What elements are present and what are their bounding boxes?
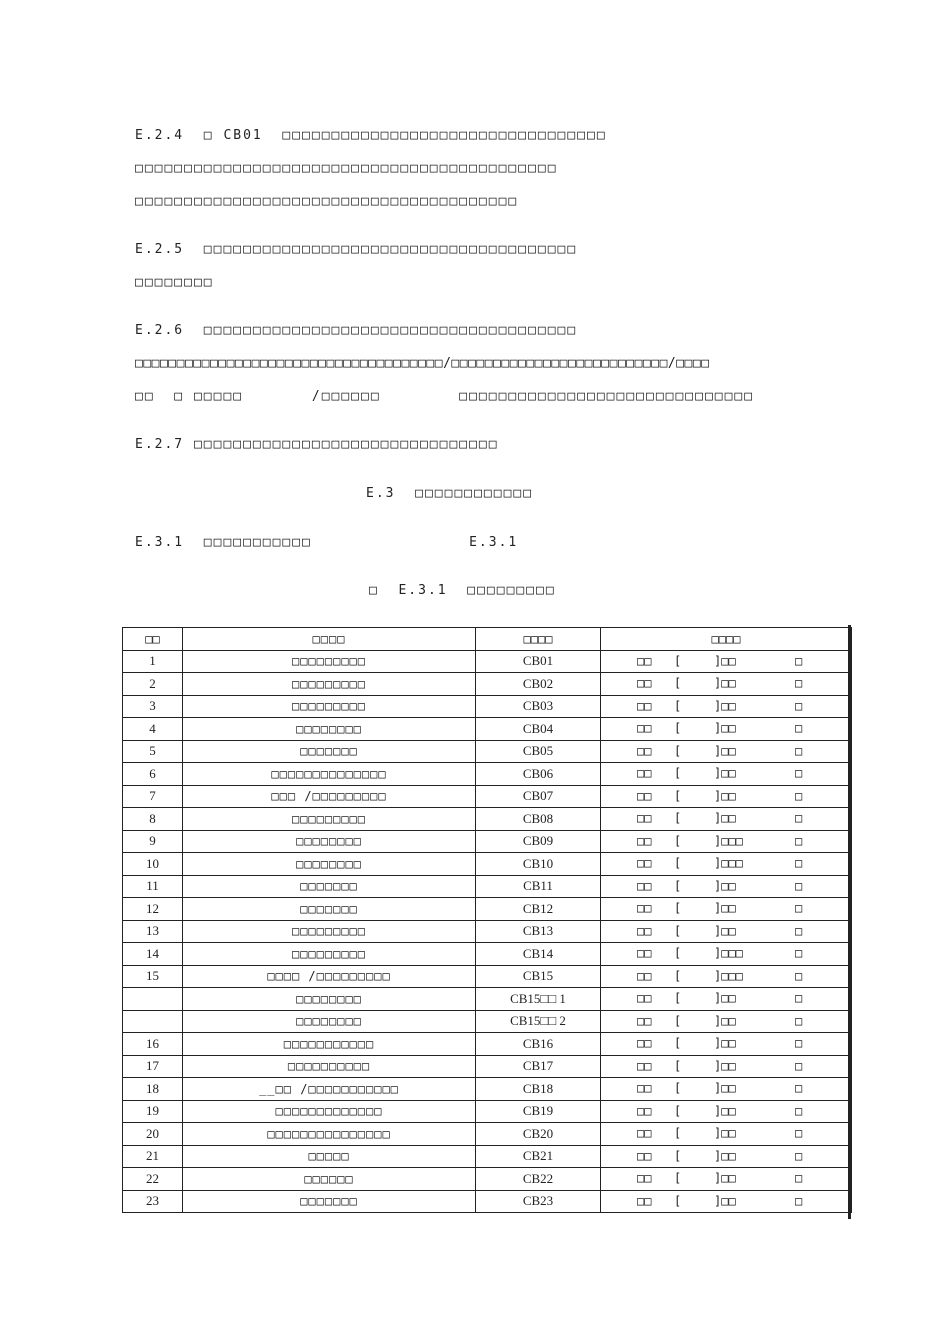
row-number [123, 988, 183, 1011]
copies-part-b: [ [674, 946, 682, 960]
copies-part-c: ]□□□ [714, 946, 743, 960]
row-copies [601, 875, 852, 898]
copies-part-d: □ [795, 1103, 803, 1118]
copies-part-a: □□ [637, 788, 652, 803]
row-form-code: CB11 [476, 875, 601, 898]
row-number: 8 [123, 808, 183, 831]
copies-part-b: [ [674, 1013, 682, 1028]
row-copies [601, 898, 852, 921]
row-form-name: □□□□□ [183, 1145, 476, 1168]
row-number: 13 [123, 920, 183, 943]
copies-part-a: □□ [637, 1081, 652, 1095]
row-form-name: □□□□□□□ [183, 1190, 476, 1213]
row-form-code: CB17 [476, 1055, 601, 1078]
copies-part-b: [ [674, 901, 682, 915]
table-row [123, 1033, 852, 1056]
copies-part-c: ]□□□ [714, 833, 743, 848]
copies-part-b: [ [674, 856, 682, 870]
copies-part-a: □□ [637, 901, 652, 915]
copies-part-b: [ [674, 1148, 682, 1163]
table-row [123, 965, 852, 988]
row-form-name: □□□□□□□□□ [183, 943, 476, 966]
row-form-code: CB09 [476, 830, 601, 853]
row-form-name: □□□□□□□□□ [183, 808, 476, 831]
copies-part-a: □□ [637, 766, 652, 780]
copies-part-c: ]□□ [714, 653, 736, 668]
row-form-name: □□□□□□□□□ [183, 650, 476, 673]
row-form-name: □□□□□□□□□□ [183, 1055, 476, 1078]
row-copies [601, 1078, 852, 1101]
table-row [123, 920, 852, 943]
copies-part-d: □ [795, 1081, 803, 1095]
copies-part-b: [ [674, 968, 682, 983]
row-number: 20 [123, 1123, 183, 1146]
row-form-name: □□□□□□□ [183, 875, 476, 898]
row-form-code: CB20 [476, 1123, 601, 1146]
paragraph-e24-line-2: □□□□□□□□□□□□□□□□□□□□□□□□□□□□□□□□□□□□□□□□□□□ [135, 161, 558, 176]
copies-part-a: □□ [637, 856, 652, 870]
row-copies [601, 1010, 852, 1033]
copies-part-c: ]□□ [714, 676, 736, 690]
row-form-code: CB21 [476, 1145, 601, 1168]
copies-part-c: ]□□ [714, 1081, 736, 1095]
copies-part-a: □□ [637, 653, 652, 668]
copies-part-c: ]□□ [714, 1103, 736, 1118]
table-row [123, 718, 852, 741]
copies-part-b: [ [674, 833, 682, 848]
copies-part-d: □ [795, 1058, 803, 1073]
row-form-code: CB18 [476, 1078, 601, 1101]
copies-part-a: □□ [637, 743, 652, 758]
row-number: 12 [123, 898, 183, 921]
row-form-name: □□□ /□□□□□□□□□ [183, 785, 476, 808]
table-row [123, 988, 852, 1011]
row-number: 15 [123, 965, 183, 988]
copies-part-c: ]□□ [714, 811, 736, 825]
copies-part-c: ]□□ [714, 743, 736, 758]
row-form-name: __□□ /□□□□□□□□□□□ [183, 1078, 476, 1101]
copies-part-a: □□ [637, 676, 652, 690]
copies-part-d: □ [795, 1148, 803, 1163]
copies-part-a: □□ [637, 946, 652, 960]
row-copies [601, 920, 852, 943]
row-copies [601, 740, 852, 763]
row-copies [601, 1168, 852, 1191]
row-number: 5 [123, 740, 183, 763]
copies-part-c: ]□□ [714, 1171, 736, 1185]
header-copies: □□□□ [601, 628, 852, 651]
copies-part-c: ]□□ [714, 923, 736, 938]
copies-part-c: ]□□ [714, 991, 736, 1005]
copies-part-b: [ [674, 878, 682, 893]
row-copies [601, 718, 852, 741]
copies-part-a: □□ [637, 923, 652, 938]
table-caption: □ E.3.1 □□□□□□□□□ [369, 583, 556, 598]
table-row [123, 808, 852, 831]
table-row [123, 650, 852, 673]
row-number: 17 [123, 1055, 183, 1078]
row-number: 6 [123, 763, 183, 786]
row-copies [601, 650, 852, 673]
copies-part-c: ]□□ [714, 1036, 736, 1050]
copies-part-a: □□ [637, 698, 652, 713]
copies-part-c: ]□□ [714, 1126, 736, 1140]
copies-part-d: □ [795, 833, 803, 848]
row-form-code: CB02 [476, 673, 601, 696]
copies-part-d: □ [795, 923, 803, 938]
row-form-code: CB19 [476, 1100, 601, 1123]
row-form-name: □□□□□□ [183, 1168, 476, 1191]
copies-part-c: ]□□ [714, 878, 736, 893]
row-number: 3 [123, 695, 183, 718]
copies-part-d: □ [795, 721, 803, 735]
copies-part-b: [ [674, 721, 682, 735]
copies-part-d: □ [795, 788, 803, 803]
table-row [123, 943, 852, 966]
copies-part-b: [ [674, 1058, 682, 1073]
copies-part-c: ]□□□ [714, 856, 743, 870]
row-number: 23 [123, 1190, 183, 1213]
copies-part-a: □□ [637, 991, 652, 1005]
copies-part-c: ]□□ [714, 698, 736, 713]
row-copies [601, 673, 852, 696]
copies-part-d: □ [795, 1193, 803, 1208]
row-form-code: CB03 [476, 695, 601, 718]
copies-part-d: □ [795, 698, 803, 713]
table-row [123, 695, 852, 718]
row-form-name: □□□□□□□□□□□ [183, 1033, 476, 1056]
row-number: 19 [123, 1100, 183, 1123]
copies-part-d: □ [795, 766, 803, 780]
row-form-code: CB15 [476, 965, 601, 988]
table-row [123, 763, 852, 786]
row-copies [601, 988, 852, 1011]
copies-part-b: [ [674, 1193, 682, 1208]
row-copies [601, 1033, 852, 1056]
copies-part-b: [ [674, 923, 682, 938]
section-heading: E.3 □□□□□□□□□□□□ [366, 486, 534, 501]
row-number: 7 [123, 785, 183, 808]
copies-part-a: □□ [637, 1103, 652, 1118]
copies-part-b: [ [674, 676, 682, 690]
row-form-name: □□□□ /□□□□□□□□□ [183, 965, 476, 988]
copies-part-d: □ [795, 901, 803, 915]
row-copies [601, 1190, 852, 1213]
table-row [123, 673, 852, 696]
table-row [123, 1055, 852, 1078]
copies-part-b: [ [674, 1126, 682, 1140]
row-number: 10 [123, 853, 183, 876]
table-row [123, 1168, 852, 1191]
table-header-row [123, 628, 852, 651]
copies-part-d: □ [795, 1013, 803, 1028]
header-no: □□ [123, 628, 183, 651]
copies-part-a: □□ [637, 1013, 652, 1028]
copies-part-d: □ [795, 676, 803, 690]
row-form-code: CB04 [476, 718, 601, 741]
copies-part-a: □□ [637, 833, 652, 848]
table-row [123, 1010, 852, 1033]
copies-part-b: [ [674, 1036, 682, 1050]
row-copies [601, 853, 852, 876]
copies-part-b: [ [674, 743, 682, 758]
row-copies [601, 1100, 852, 1123]
paragraph-e25-line-1: E.2.5 □□□□□□□□□□□□□□□□□□□□□□□□□□□□□□□□□□□□□□ [135, 242, 578, 257]
row-form-name: □□□□□□□□□□□□□□□ [183, 1123, 476, 1146]
paragraph-e24-line-1: E.2.4 □ CB01 □□□□□□□□□□□□□□□□□□□□□□□□□□□□□□□□□ [135, 128, 607, 143]
copies-part-d: □ [795, 811, 803, 825]
row-copies [601, 763, 852, 786]
copies-part-c: ]□□ [714, 1193, 736, 1208]
paragraph-e26-line-2: □□□□□□□□□□□□□□□□□□□□□□□□□□□□□□□□□□□□□/□□□□□□□□□□□□□□□□□□□□□□□□□□/□□□□ [135, 356, 710, 371]
copies-part-d: □ [795, 1036, 803, 1050]
copies-part-c: ]□□ [714, 901, 736, 915]
table-row [123, 830, 852, 853]
forms-table [122, 627, 852, 1213]
row-number: 18 [123, 1078, 183, 1101]
row-form-name: □□□□□□□□□ [183, 920, 476, 943]
row-copies [601, 785, 852, 808]
header-name: □□□□ [183, 628, 476, 651]
row-form-code: CB16 [476, 1033, 601, 1056]
table-row [123, 785, 852, 808]
row-copies [601, 1055, 852, 1078]
copies-part-d: □ [795, 1171, 803, 1185]
paragraph-e25-line-2: □□□□□□□□ [135, 275, 214, 290]
row-number: 4 [123, 718, 183, 741]
row-form-code: CB13 [476, 920, 601, 943]
copies-part-c: ]□□ [714, 766, 736, 780]
copies-part-d: □ [795, 1126, 803, 1140]
header-code: □□□□ [476, 628, 601, 651]
table-row [123, 853, 852, 876]
table-row [123, 898, 852, 921]
table-row [123, 1190, 852, 1213]
copies-part-a: □□ [637, 968, 652, 983]
row-number [123, 1010, 183, 1033]
table-row [123, 1145, 852, 1168]
copies-part-b: [ [674, 698, 682, 713]
row-form-code: CB14 [476, 943, 601, 966]
row-form-code: CB12 [476, 898, 601, 921]
row-form-name: □□□□□□□□□□□□□ [183, 1100, 476, 1123]
copies-part-d: □ [795, 878, 803, 893]
row-number: 21 [123, 1145, 183, 1168]
row-number: 11 [123, 875, 183, 898]
row-number: 9 [123, 830, 183, 853]
row-number: 1 [123, 650, 183, 673]
copies-part-b: [ [674, 1103, 682, 1118]
row-form-name: □□□□□□□□ [183, 853, 476, 876]
copies-part-c: ]□□ [714, 1148, 736, 1163]
row-form-name: □□□□□□□□□ [183, 673, 476, 696]
row-number: 16 [123, 1033, 183, 1056]
row-form-code: CB10 [476, 853, 601, 876]
row-copies [601, 695, 852, 718]
copies-part-a: □□ [637, 1036, 652, 1050]
copies-part-d: □ [795, 946, 803, 960]
copies-part-a: □□ [637, 1193, 652, 1208]
table-right-border [848, 625, 851, 1219]
copies-part-a: □□ [637, 721, 652, 735]
copies-part-d: □ [795, 743, 803, 758]
row-form-code: CB22 [476, 1168, 601, 1191]
row-copies [601, 965, 852, 988]
table-row [123, 1123, 852, 1146]
copies-part-c: ]□□ [714, 788, 736, 803]
row-copies [601, 1123, 852, 1146]
row-form-code: CB15□□ 1 [476, 988, 601, 1011]
copies-part-d: □ [795, 653, 803, 668]
row-form-code: CB08 [476, 808, 601, 831]
table-row [123, 875, 852, 898]
copies-part-d: □ [795, 991, 803, 1005]
copies-part-b: [ [674, 991, 682, 1005]
row-copies [601, 830, 852, 853]
section-intro-line: E.3.1 □□□□□□□□□□□ E.3.1 [135, 535, 519, 550]
copies-part-b: [ [674, 1171, 682, 1185]
copies-part-a: □□ [637, 1148, 652, 1163]
row-form-code: CB23 [476, 1190, 601, 1213]
copies-part-b: [ [674, 766, 682, 780]
row-copies [601, 808, 852, 831]
row-number: 14 [123, 943, 183, 966]
row-form-name: □□□□□□□□ [183, 988, 476, 1011]
table-row [123, 1100, 852, 1123]
row-form-code: CB07 [476, 785, 601, 808]
row-form-name: □□□□□□□□□□□□□□ [183, 763, 476, 786]
copies-part-b: [ [674, 1081, 682, 1095]
row-form-name: □□□□□□□□ [183, 718, 476, 741]
row-copies [601, 943, 852, 966]
row-form-name: □□□□□□□ [183, 740, 476, 763]
table-row [123, 1078, 852, 1101]
copies-part-c: ]□□□ [714, 968, 743, 983]
row-form-code: CB15□□ 2 [476, 1010, 601, 1033]
copies-part-c: ]□□ [714, 721, 736, 735]
copies-part-a: □□ [637, 811, 652, 825]
copies-part-b: [ [674, 788, 682, 803]
copies-part-a: □□ [637, 1126, 652, 1140]
row-copies [601, 1145, 852, 1168]
row-number: 2 [123, 673, 183, 696]
row-form-code: CB06 [476, 763, 601, 786]
row-number: 22 [123, 1168, 183, 1191]
copies-part-c: ]□□ [714, 1013, 736, 1028]
row-form-code: CB01 [476, 650, 601, 673]
copies-part-d: □ [795, 856, 803, 870]
row-form-name: □□□□□□□ [183, 898, 476, 921]
copies-part-a: □□ [637, 1171, 652, 1185]
copies-part-b: [ [674, 653, 682, 668]
table-row [123, 740, 852, 763]
copies-part-b: [ [674, 811, 682, 825]
paragraph-e26-line-3: □□ □ □□□□□ /□□□□□□ □□□□□□□□□□□□□□□□□□□□□□□□□□□□□□ [135, 389, 755, 404]
copies-part-a: □□ [637, 1058, 652, 1073]
copies-part-c: ]□□ [714, 1058, 736, 1073]
copies-part-d: □ [795, 968, 803, 983]
row-form-name: □□□□□□□□ [183, 830, 476, 853]
paragraph-e24-line-3: □□□□□□□□□□□□□□□□□□□□□□□□□□□□□□□□□□□□□□□ [135, 194, 519, 209]
paragraph-e26-line-1: E.2.6 □□□□□□□□□□□□□□□□□□□□□□□□□□□□□□□□□□□□□□ [135, 323, 578, 338]
paragraph-e27-line-1: E.2.7 □□□□□□□□□□□□□□□□□□□□□□□□□□□□□□□ [135, 437, 499, 452]
copies-part-a: □□ [637, 878, 652, 893]
row-form-name: □□□□□□□□ [183, 1010, 476, 1033]
row-form-code: CB05 [476, 740, 601, 763]
row-form-name: □□□□□□□□□ [183, 695, 476, 718]
